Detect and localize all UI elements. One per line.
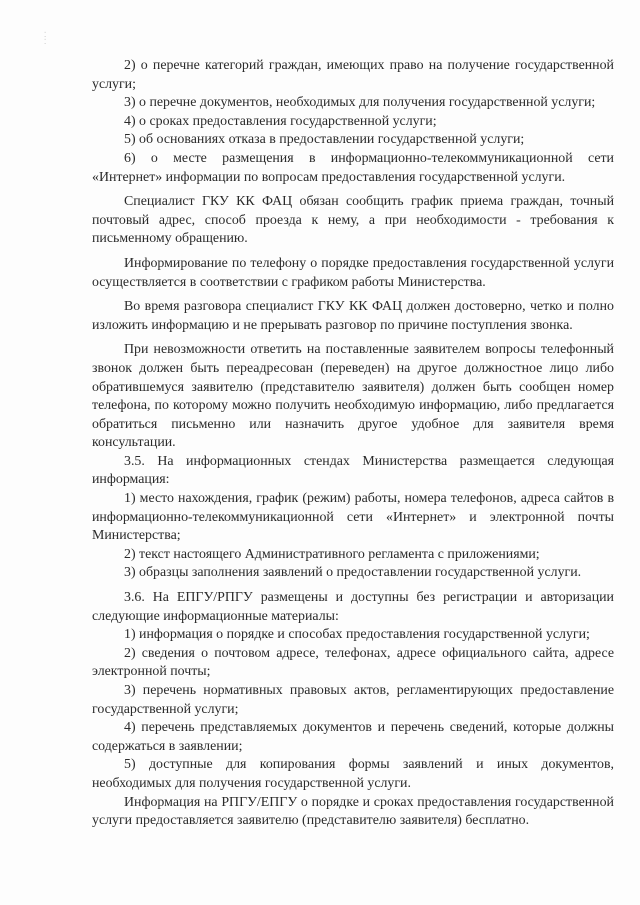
paragraph: 4) перечень представляемых документов и перечень сведений, которые должны содержаться в заявлении; bbox=[92, 720, 614, 754]
paragraph: 2) сведения о почтовом адресе, телефонах, адресе официального сайта, адресе электронной почты; bbox=[92, 645, 614, 680]
section-heading-paragraph: 3.5. На информационных стендах Министерства размещается следующая информация: bbox=[92, 453, 614, 488]
paragraph: 5) доступные для копирования формы заявлений и иных документов, необходимых для получения государственной услуги. bbox=[92, 757, 614, 791]
paragraph: 2) текст настоящего Административного регламента с приложениями; bbox=[124, 546, 540, 562]
paragraph: При невозможности ответить на поставленные заявителем вопросы телефонный звонок должен быть переадресован (переведен) на другое должностное лицо либо обратившемуся заявителю (представителю заявителя) должен быть сообщен номер телефона, по которому можно получить необходимую информацию, либо предлагается обратиться письменно или назначить другое удобное для заявителя время консультации. bbox=[92, 342, 614, 451]
scan-margin-mark: ⁚ ⁚ bbox=[44, 31, 47, 46]
paragraph: Информирование по телефону о порядке предоставления государственной услуги осуществляется в соответствии с графиком работы Министерства. bbox=[92, 255, 614, 290]
paragraph: Во время разговора специалист ГКУ КК ФАЦ должен достоверно, четко и полно изложить информацию и не прерывать разговор по причине поступления звонка. bbox=[92, 299, 614, 333]
paragraph: 5) об основаниях отказа в предоставлении государственной услуги; bbox=[124, 132, 525, 148]
section-heading-paragraph: 3.6. На ЕПГУ/РПГУ размещены и доступны без регистрации и авторизации следующие информационные материалы: bbox=[92, 590, 614, 624]
paragraph: 3) перечень нормативных правовых актов, регламентирующих предоставление государственной услуги; bbox=[92, 683, 614, 717]
paragraph: 4) о сроках предоставления государственной услуги; bbox=[124, 113, 437, 129]
paragraph: 1) место нахождения, график (режим) работы, номера телефонов, адреса сайтов в информационно-телекоммуникационной сети «Интернет» и электронной почты Министерства; bbox=[92, 491, 614, 544]
paragraph: 3) образцы заполнения заявлений о предоставлении государственной услуги. bbox=[124, 565, 582, 581]
paragraph: 2) о перечне категорий граждан, имеющих право на получение государственной услуги; bbox=[92, 58, 614, 92]
paragraph: 3) о перечне документов, необходимых для получения государственной услуги; bbox=[124, 95, 596, 111]
paragraph: 6) о месте размещения в информационно-телекоммуникационной сети «Интернет» информации по вопросам предоставления государственной услуги. bbox=[92, 150, 614, 185]
paragraph: 1) информация о порядке и способах предоставления государственной услуги; bbox=[124, 627, 590, 643]
paragraph: Информация на РПГУ/ЕПГУ о порядке и сроках предоставления государственной услуги предоставляется заявителю (представителю заявителя) бесплатно. bbox=[92, 794, 614, 829]
document-text bbox=[92, 57, 614, 831]
paragraph: Специалист ГКУ КК ФАЦ обязан сообщить график приема граждан, точный почтовый адрес, способ проезда к нему, а при необходимости - требования к письменному обращению. bbox=[92, 194, 614, 247]
